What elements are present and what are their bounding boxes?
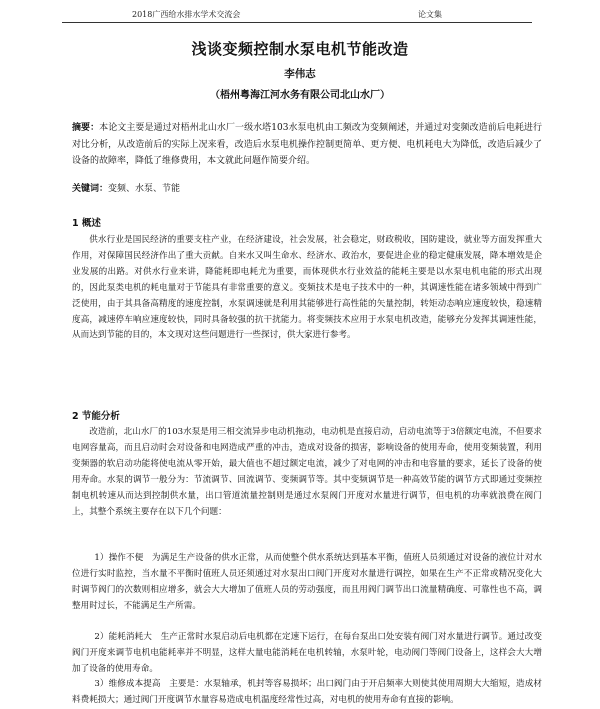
author-affiliation: （梧州粤海江河水务有限公司北山水厂） (210, 90, 390, 101)
keywords (72, 181, 542, 197)
section-heading-overview: 1 概述 (72, 218, 101, 229)
header-collection: 论文集 (418, 10, 442, 19)
paragraph-issue-maintenance: 3）维修成本提高 主要是：水泵轴承，机封等容易损坏；出口阀门由于开启频率大则使其使用周期大大缩短，造成材料费耗损大；通过阀门开度调节水量容易造成电机温度经常性过高，对电机的使用寿命有直接的影响。 (72, 679, 542, 705)
abstract (72, 120, 542, 170)
paragraph-issue-energy: 2）能耗消耗大 生产正常时水泵启动后电机都在定速下运行，在每台泵出口处安装有阀门对水量进行调节。通过改变阀门开度来调节电机电能耗率并不明显，这样大量电能消耗在电机转轴，水泵叶轮，电动阀门等阀门设备上，这样会大大增加了设备的使用寿命。 (72, 632, 542, 674)
paper-title: 浅谈变频控制水泵电机节能改造 (191, 40, 409, 58)
paragraph-energy-analysis: 改造前，北山水厂的103水泵是用三相交流异步电动机拖动，电动机是直接启动，启动电流等于3倍额定电流，不但要求电网容量高，而且启动时会对设备和电网造成严重的冲击，造成对设备的损害，影响设备的使用寿命，使用变频装置，利用变频器的软启动功能将使电流从零开始，最大值也不超过额定电流，减少了对电网的冲击和电容量的要求，延长了设备的使用寿命。水泵的调节一般分为：节流调节、回流调节、变频调节等。其中变频调节是一种高效节能的调节方式即通过变频控制电机转速从而达到控制供水量，出口管道流量控制则是通过水泵阀门开度对水量进行调节，但电机的功率就浪费在阀门上，其整个系统主要存在以下几个问题： (72, 427, 542, 517)
paper-author: 李伟志 (284, 68, 316, 80)
abstract-label: 摘要： (72, 123, 100, 133)
keywords-text: 变频、水泵、节能 (108, 184, 181, 194)
abstract-text: 本论文主要是通过对梧州北山水厂一级水塔103水泵电机由工频改为变频阐述，并通过对变频改造前后电耗进行对比分析，从改造前后的实际上况来看，改造后水泵电机操作控制更简单、更方便、电机耗电大为降低，改造后减少了设备的故障率，降低了维修费用，本文就此问题作简要介绍。 (72, 123, 542, 166)
header-conference: 2018广西给水排水学术交流会 (132, 10, 241, 19)
paragraph-overview: 供水行业是国民经济的重要支柱产业，在经济建设，社会发展，社会稳定，财政税收，国防建设，就业等方面发挥重大作用，对保障国民经济作出了重大贡献。自来水又叫生命水、经济水、政治水，要促进企业的稳定健康发展，降本增效是企业发展的出路。对供水行业来讲，降能耗即电耗尤为重要，而体现供水行业效益的能耗主要是以水泵电机电能的形式出现的，因此泵类电机的耗电量对于节能具有非常重要的意义。变频技术是电子技术中的一种，其调速性能在诸多领域中得到广泛使用，由于其具备高精度的速度控制，水泵调速就是利用其能够进行高性能的矢量控制，转矩动态响应速度较快，稳速精度高，减速停车响应速度较快，同时具备较强的抗干扰能力。将变频技术应用于水泵电机改造，能够充分发挥其调速性能，从而达到节能的目的，本文现对这些问题进行一些探讨，供大家进行参考。 (72, 235, 542, 341)
paragraph-issue-operation: 1）操作不便 为满足生产设备的供水正常，从而使整个供水系统达到基本平衡，值班人员须通过对设备的液位计对水位进行实时监控，当水量不平衡时值班人员还须通过对水泵出口阀门开度对水量进行调控，如果在生产不正常或精况变化大时调节阀门的次数则相应增多，就会大大增加了值班人员的劳动强度，而且用阀门调节出口流量精确度、可靠性也不高，调整用时过长，不能满足生产所需。 (72, 553, 542, 611)
keywords-label: 关键词： (72, 184, 109, 194)
section-heading-energy-analysis: 2 节能分析 (72, 411, 120, 422)
running-header (62, 8, 532, 23)
